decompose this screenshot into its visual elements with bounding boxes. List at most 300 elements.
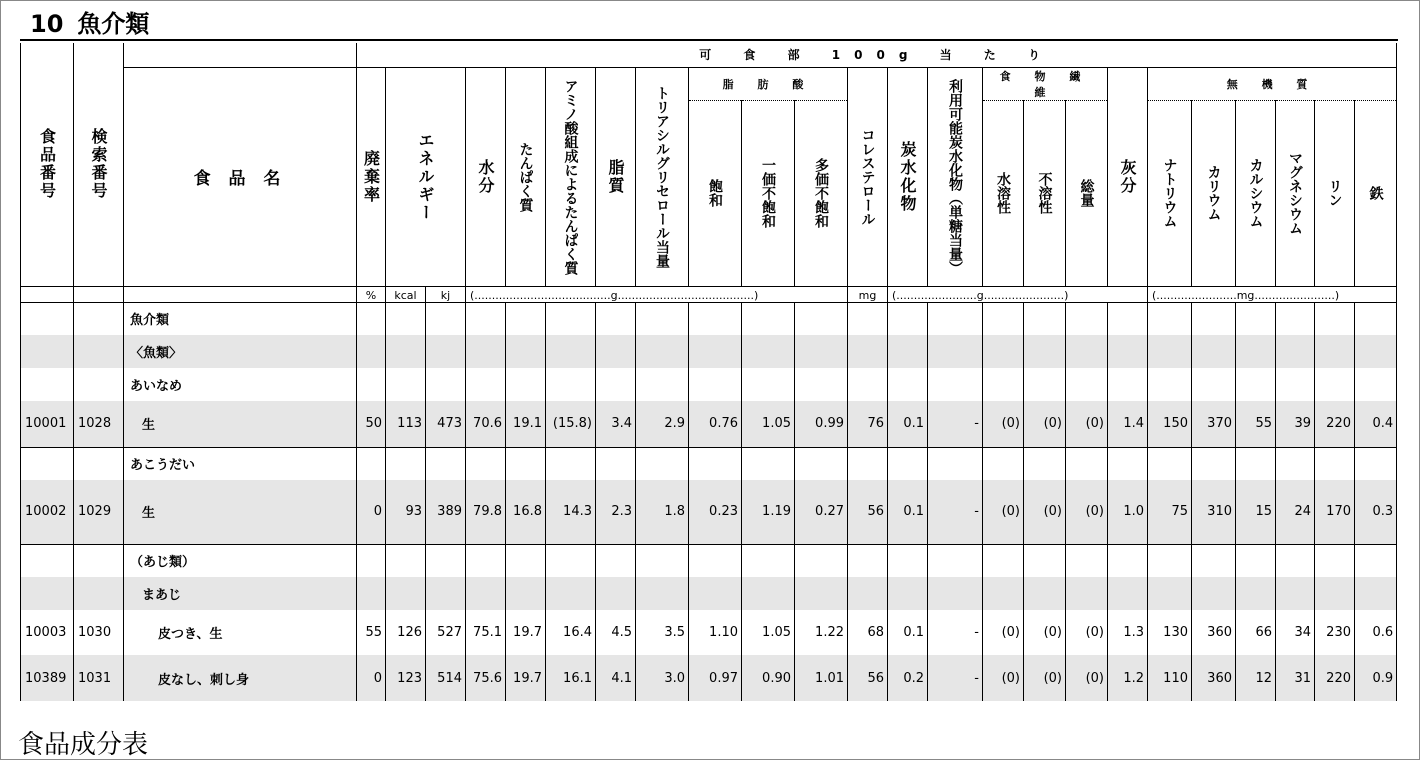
value-cell: [357, 447, 386, 480]
value-cell: [983, 368, 1024, 401]
value-cell: [848, 302, 888, 335]
value-cell: [426, 368, 466, 401]
value-cell: [1024, 577, 1066, 610]
value-cell: 310: [1192, 480, 1236, 544]
value-cell: [1148, 577, 1192, 610]
value-cell: [1148, 544, 1192, 577]
value-cell: [1024, 544, 1066, 577]
value-cell: (0): [983, 480, 1024, 544]
group-label-row: [21, 577, 1397, 610]
value-cell: (0): [1066, 480, 1108, 544]
table-row: [21, 401, 1397, 447]
header-amino-protein: アミノ酸組成によるたんぱく質: [546, 67, 596, 286]
value-cell: [983, 577, 1024, 610]
header-phosphorus: リン: [1315, 100, 1355, 286]
value-cell: [1192, 544, 1236, 577]
unit-blank-3: [124, 286, 357, 302]
value-cell: [1315, 302, 1355, 335]
food-name-cell: 皮なし、刺し身: [124, 655, 357, 701]
value-cell: [426, 544, 466, 577]
value-cell: (0): [1066, 610, 1108, 655]
value-cell: [466, 447, 506, 480]
food-name-cell: 〈魚類〉: [124, 335, 357, 368]
value-cell: [636, 368, 689, 401]
value-cell: [983, 447, 1024, 480]
value-cell: 75.1: [466, 610, 506, 655]
value-cell: 1.3: [1108, 610, 1148, 655]
search-number-cell: 1029: [74, 480, 124, 544]
value-cell: [357, 368, 386, 401]
value-cell: 3.0: [636, 655, 689, 701]
table-row: [21, 610, 1397, 655]
header-potassium: カリウム: [1192, 100, 1236, 286]
value-cell: [983, 544, 1024, 577]
value-cell: 56: [848, 655, 888, 701]
value-cell: 56: [848, 480, 888, 544]
value-cell: [928, 302, 983, 335]
value-cell: [795, 368, 848, 401]
value-cell: [888, 302, 928, 335]
value-cell: 230: [1315, 610, 1355, 655]
food-number-cell: 10001: [21, 401, 74, 447]
value-cell: [1236, 335, 1276, 368]
header-iron: 鉄: [1355, 100, 1397, 286]
value-cell: 1.05: [742, 401, 795, 447]
value-cell: -: [928, 401, 983, 447]
value-cell: 31: [1276, 655, 1315, 701]
value-cell: [689, 302, 742, 335]
footer-title: 食品成分表: [18, 730, 149, 760]
value-cell: (0): [983, 401, 1024, 447]
value-cell: [1108, 335, 1148, 368]
food-number-cell: [21, 335, 74, 368]
search-number-cell: [74, 577, 124, 610]
value-cell: 360: [1192, 610, 1236, 655]
value-cell: [888, 368, 928, 401]
header-saturated: 飽和: [689, 100, 742, 286]
value-cell: [1236, 577, 1276, 610]
header-refuse: 廃棄率: [357, 67, 386, 286]
value-cell: 4.1: [596, 655, 636, 701]
value-cell: [1192, 335, 1236, 368]
value-cell: [1315, 447, 1355, 480]
value-cell: 19.1: [506, 401, 546, 447]
value-cell: [546, 544, 596, 577]
value-cell: [888, 544, 928, 577]
value-cell: [636, 577, 689, 610]
value-cell: -: [928, 610, 983, 655]
value-cell: 24: [1276, 480, 1315, 544]
value-cell: [426, 577, 466, 610]
value-cell: [386, 335, 426, 368]
header-minerals: 無 機 質: [1148, 67, 1397, 100]
value-cell: [1276, 577, 1315, 610]
header-total: 総量: [1066, 100, 1108, 286]
header-lipid: 脂質: [596, 67, 636, 286]
value-cell: 170: [1315, 480, 1355, 544]
value-cell: [546, 577, 596, 610]
value-cell: 16.8: [506, 480, 546, 544]
value-cell: 370: [1192, 401, 1236, 447]
value-cell: [1192, 302, 1236, 335]
unit-kj: kj: [426, 286, 466, 302]
value-cell: (0): [1024, 610, 1066, 655]
value-cell: (0): [983, 610, 1024, 655]
value-cell: (0): [1066, 655, 1108, 701]
group-label-row: [21, 368, 1397, 401]
food-number-cell: [21, 544, 74, 577]
value-cell: [357, 544, 386, 577]
value-cell: 75.6: [466, 655, 506, 701]
value-cell: [742, 335, 795, 368]
value-cell: 0.27: [795, 480, 848, 544]
group-label-row: [21, 447, 1397, 480]
value-cell: (0): [1066, 401, 1108, 447]
value-cell: 1.0: [1108, 480, 1148, 544]
value-cell: 1.22: [795, 610, 848, 655]
value-cell: [1066, 544, 1108, 577]
value-cell: 16.1: [546, 655, 596, 701]
food-number-cell: 10389: [21, 655, 74, 701]
value-cell: [636, 335, 689, 368]
value-cell: [1276, 544, 1315, 577]
value-cell: 0.9: [1355, 655, 1397, 701]
value-cell: -: [928, 480, 983, 544]
value-cell: [742, 368, 795, 401]
food-number-cell: [21, 447, 74, 480]
table-row: [21, 655, 1397, 701]
header-fatty-acids: 脂 肪 酸: [689, 67, 848, 100]
title-number: 10: [30, 10, 64, 38]
unit-kcal: kcal: [386, 286, 426, 302]
food-number-cell: [21, 302, 74, 335]
value-cell: [888, 577, 928, 610]
group-label-row: [21, 302, 1397, 335]
header-fiber: 食 物 繊 維: [983, 67, 1108, 100]
value-cell: [1192, 447, 1236, 480]
value-cell: [795, 302, 848, 335]
search-number-cell: 1028: [74, 401, 124, 447]
value-cell: (0): [983, 655, 1024, 701]
value-cell: 0: [357, 655, 386, 701]
value-cell: [928, 544, 983, 577]
value-cell: 70.6: [466, 401, 506, 447]
food-name-cell: 生: [124, 480, 357, 544]
value-cell: 0.23: [689, 480, 742, 544]
value-cell: [1108, 302, 1148, 335]
value-cell: [466, 335, 506, 368]
value-cell: [1355, 368, 1397, 401]
table-body: [21, 302, 1397, 701]
search-number-cell: [74, 368, 124, 401]
header-carb: 炭水化物: [888, 67, 928, 286]
unit-blank-2: [74, 286, 124, 302]
value-cell: [983, 302, 1024, 335]
value-cell: 1.19: [742, 480, 795, 544]
header-food-name: 食 品 名: [124, 67, 357, 286]
value-cell: [848, 544, 888, 577]
value-cell: 2.3: [596, 480, 636, 544]
value-cell: 12: [1236, 655, 1276, 701]
value-cell: 123: [386, 655, 426, 701]
header-calcium: カルシウム: [1236, 100, 1276, 286]
value-cell: [357, 577, 386, 610]
value-cell: (0): [1024, 655, 1066, 701]
value-cell: 0.99: [795, 401, 848, 447]
value-cell: [1236, 544, 1276, 577]
value-cell: (0): [1024, 401, 1066, 447]
value-cell: [596, 577, 636, 610]
header-cholesterol: コレステロール: [848, 67, 888, 286]
value-cell: 14.3: [546, 480, 596, 544]
value-cell: [795, 335, 848, 368]
value-cell: [1315, 335, 1355, 368]
value-cell: [1024, 447, 1066, 480]
header-soluble: 水溶性: [983, 100, 1024, 286]
value-cell: [795, 447, 848, 480]
value-cell: 389: [426, 480, 466, 544]
value-cell: [928, 368, 983, 401]
value-cell: 16.4: [546, 610, 596, 655]
search-number-cell: 1031: [74, 655, 124, 701]
unit-g-range: (.......................................g.......................................): [466, 286, 848, 302]
value-cell: [795, 544, 848, 577]
value-cell: 15: [1236, 480, 1276, 544]
value-cell: [888, 447, 928, 480]
value-cell: [1355, 335, 1397, 368]
value-cell: [357, 302, 386, 335]
value-cell: [795, 577, 848, 610]
value-cell: 1.10: [689, 610, 742, 655]
value-cell: [928, 577, 983, 610]
food-number-cell: [21, 368, 74, 401]
value-cell: 126: [386, 610, 426, 655]
value-cell: [1148, 302, 1192, 335]
value-cell: 527: [426, 610, 466, 655]
value-cell: [848, 335, 888, 368]
unit-mg: mg: [848, 286, 888, 302]
header-food-no: 食品番号: [21, 43, 74, 286]
search-number-cell: [74, 335, 124, 368]
value-cell: [1024, 335, 1066, 368]
value-cell: [386, 368, 426, 401]
value-cell: 76: [848, 401, 888, 447]
header-mono: 一価不飽和: [742, 100, 795, 286]
value-cell: 1.2: [1108, 655, 1148, 701]
header-available-carb: 利用可能炭水化物（単糖当量）: [928, 67, 983, 286]
value-cell: 4.5: [596, 610, 636, 655]
value-cell: [506, 368, 546, 401]
header-ash: 灰分: [1108, 67, 1148, 286]
value-cell: 93: [386, 480, 426, 544]
value-cell: 55: [357, 610, 386, 655]
value-cell: 0.4: [1355, 401, 1397, 447]
value-cell: [1276, 335, 1315, 368]
food-name-cell: まあじ: [124, 577, 357, 610]
value-cell: [1236, 368, 1276, 401]
food-number-cell: 10003: [21, 610, 74, 655]
value-cell: [848, 447, 888, 480]
header-triacyl: トリアシルグリセロール当量: [636, 67, 689, 286]
value-cell: [386, 447, 426, 480]
value-cell: [596, 335, 636, 368]
value-cell: [1355, 577, 1397, 610]
value-cell: 19.7: [506, 655, 546, 701]
value-cell: 1.05: [742, 610, 795, 655]
value-cell: 130: [1148, 610, 1192, 655]
value-cell: [386, 544, 426, 577]
value-cell: [546, 368, 596, 401]
value-cell: [742, 302, 795, 335]
value-cell: [466, 544, 506, 577]
value-cell: [506, 577, 546, 610]
food-name-cell: 魚介類: [124, 302, 357, 335]
value-cell: [596, 544, 636, 577]
value-cell: 360: [1192, 655, 1236, 701]
value-cell: [636, 447, 689, 480]
value-cell: 0.90: [742, 655, 795, 701]
value-cell: [1066, 335, 1108, 368]
header-edible-portion: 可 食 部 100g 当 た り: [357, 43, 1397, 67]
header-rule: [20, 39, 1398, 41]
value-cell: [1108, 577, 1148, 610]
header-insoluble: 不溶性: [1024, 100, 1066, 286]
value-cell: [546, 447, 596, 480]
value-cell: 39: [1276, 401, 1315, 447]
value-cell: [689, 447, 742, 480]
value-cell: [1066, 447, 1108, 480]
value-cell: [596, 368, 636, 401]
value-cell: (0): [1024, 480, 1066, 544]
value-cell: [357, 335, 386, 368]
value-cell: [546, 302, 596, 335]
value-cell: [1236, 447, 1276, 480]
header-poly: 多価不飽和: [795, 100, 848, 286]
search-number-cell: 1030: [74, 610, 124, 655]
value-cell: [689, 544, 742, 577]
value-cell: [1355, 302, 1397, 335]
value-cell: 220: [1315, 655, 1355, 701]
value-cell: [1276, 368, 1315, 401]
value-cell: [506, 544, 546, 577]
value-cell: [426, 447, 466, 480]
nutrition-table: [20, 43, 1397, 701]
value-cell: [506, 302, 546, 335]
value-cell: [983, 335, 1024, 368]
value-cell: [689, 335, 742, 368]
value-cell: 473: [426, 401, 466, 447]
value-cell: 1.4: [1108, 401, 1148, 447]
value-cell: 0.1: [888, 401, 928, 447]
value-cell: [1066, 302, 1108, 335]
value-cell: [1066, 368, 1108, 401]
value-cell: -: [928, 655, 983, 701]
header-sodium: ナトリウム: [1148, 100, 1192, 286]
value-cell: 1.8: [636, 480, 689, 544]
value-cell: [848, 577, 888, 610]
header-water: 水分: [466, 67, 506, 286]
value-cell: [1276, 447, 1315, 480]
value-cell: [1108, 447, 1148, 480]
value-cell: 514: [426, 655, 466, 701]
value-cell: [506, 335, 546, 368]
value-cell: [1148, 368, 1192, 401]
food-name-cell: 生: [124, 401, 357, 447]
value-cell: 79.8: [466, 480, 506, 544]
search-number-cell: [74, 302, 124, 335]
value-cell: [466, 577, 506, 610]
header-search-no: 検索番号: [74, 43, 124, 286]
value-cell: [1315, 544, 1355, 577]
value-cell: 34: [1276, 610, 1315, 655]
page-title: [30, 4, 149, 39]
header-magnesium: マグネシウム: [1276, 100, 1315, 286]
value-cell: [1148, 335, 1192, 368]
unit-g-range-2: (.......................g.......................): [888, 286, 1148, 302]
value-cell: [928, 447, 983, 480]
value-cell: [742, 447, 795, 480]
value-cell: 0.1: [888, 480, 928, 544]
value-cell: [546, 335, 596, 368]
unit-mg-range: (.......................mg.......................): [1148, 286, 1397, 302]
value-cell: 0.3: [1355, 480, 1397, 544]
value-cell: [1236, 302, 1276, 335]
food-number-cell: [21, 577, 74, 610]
value-cell: [689, 577, 742, 610]
value-cell: 110: [1148, 655, 1192, 701]
value-cell: 0.97: [689, 655, 742, 701]
search-number-cell: [74, 447, 124, 480]
header-blank: [124, 43, 357, 67]
value-cell: 19.7: [506, 610, 546, 655]
group-label-row: [21, 544, 1397, 577]
value-cell: [1315, 368, 1355, 401]
unit-blank-1: [21, 286, 74, 302]
value-cell: [426, 335, 466, 368]
value-cell: 3.4: [596, 401, 636, 447]
value-cell: 113: [386, 401, 426, 447]
value-cell: [636, 302, 689, 335]
value-cell: [742, 577, 795, 610]
table-row: [21, 480, 1397, 544]
value-cell: [636, 544, 689, 577]
value-cell: [848, 368, 888, 401]
value-cell: [928, 335, 983, 368]
value-cell: 50: [357, 401, 386, 447]
value-cell: [1024, 368, 1066, 401]
header-protein: たんぱく質: [506, 67, 546, 286]
value-cell: [1192, 368, 1236, 401]
value-cell: [596, 302, 636, 335]
value-cell: [1355, 544, 1397, 577]
search-number-cell: [74, 544, 124, 577]
value-cell: [426, 302, 466, 335]
food-name-cell: （あじ類）: [124, 544, 357, 577]
value-cell: [1276, 302, 1315, 335]
value-cell: 2.9: [636, 401, 689, 447]
value-cell: 0.1: [888, 610, 928, 655]
header-energy: エネルギー: [386, 67, 466, 286]
value-cell: (15.8): [546, 401, 596, 447]
value-cell: 0: [357, 480, 386, 544]
value-cell: 55: [1236, 401, 1276, 447]
value-cell: [1024, 302, 1066, 335]
value-cell: 0.2: [888, 655, 928, 701]
value-cell: 0.6: [1355, 610, 1397, 655]
value-cell: [506, 447, 546, 480]
value-cell: [386, 302, 426, 335]
title-text: 魚介類: [77, 10, 150, 38]
